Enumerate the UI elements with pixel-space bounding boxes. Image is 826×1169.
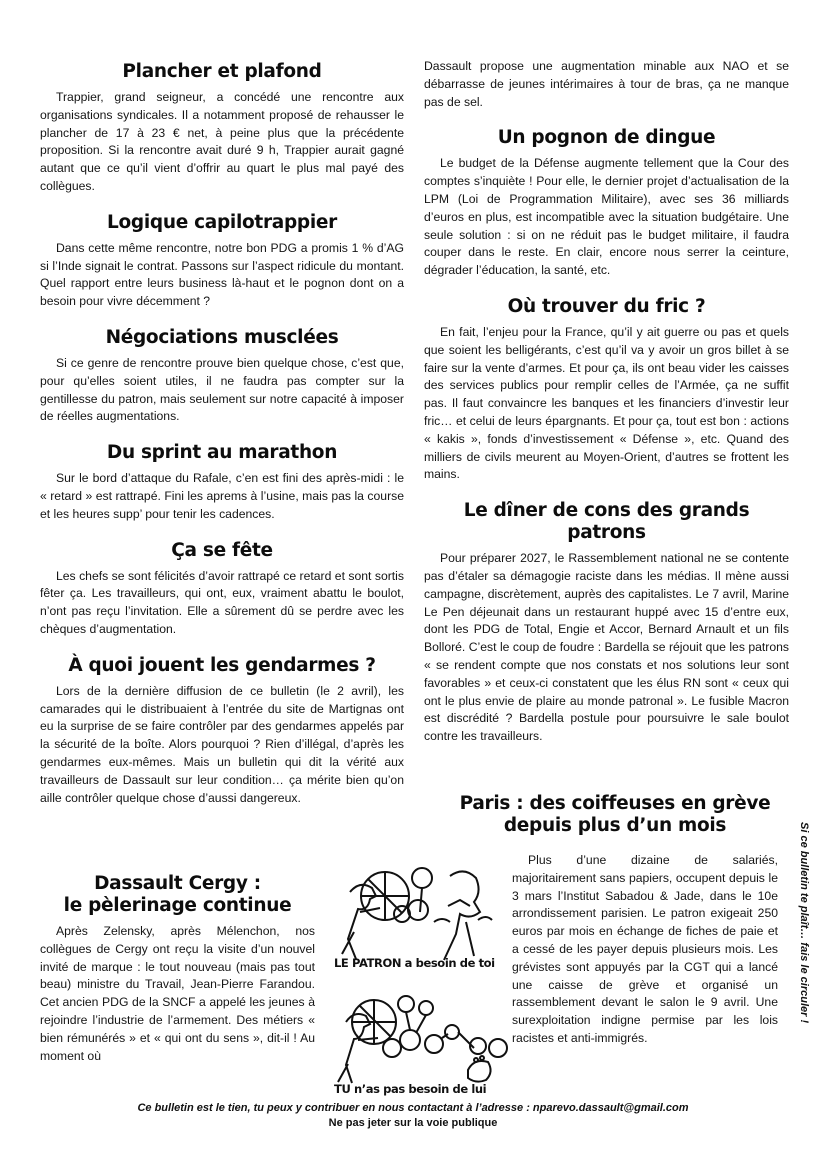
article-title: Où trouver du fric ?	[507, 295, 706, 317]
article-body: Pour préparer 2027, le Rassemblement national ne se contente pas d’étaler sa démagogie raciste dans les médias. Il mène aussi campagne, discrètement, auprès des capitalistes. Le 7 avril, Marine Le Pen déjeunait dans un restaurant huppé avec 15 d’entre eux, dont les PDG de Total, Engie et Accor, Bernard Arnault et un fils Bolloré. C’est le coup de foudre : Bardella se réjouit que les patrons « se rendent compte que nos constats et nos solutions leur sont favorables » et ceux-ci constatent que les élus RN sont « ceux qui ont le plus envie de plaire au monde patronal ». Le fusible Macron est discrédité ? Bardella postule pour poursuivre le sale boulot contre les travailleurs.	[424, 551, 789, 744]
article-body: Trappier, grand seigneur, a concédé une rencontre aux organisations syndicales. Il a notamment proposé de rehausser le plancher de 17 à 23 € net, à peine plus que la précédente proposition. Si la rencontre avait duré 9 h, Trappier aurait gagné autant que ce qu’il vient d’offrir au quart le plus mal payé des collègues.	[40, 90, 404, 193]
article-negociations-musclees	[40, 327, 404, 426]
article-body: Dassault propose une augmentation minable aux NAO et se débarrasse de jeunes intérimaires à tour de bras, ça ne manque pas de sel.	[424, 59, 789, 109]
cartoon-caption: LE PATRON a besoin de toi	[334, 956, 495, 970]
side-note: Si ce bulletin te plaît… fais le circuler !	[798, 822, 810, 1024]
article-ca-se-fete	[40, 540, 404, 639]
footer	[0, 1101, 826, 1131]
article-du-sprint-au-marathon	[40, 442, 404, 523]
article-body: Si ce genre de rencontre prouve bien quelque chose, c’est que, pour qu’elles soient utiles, il ne faudra pas compter sur la gentillesse du patron, mais seulement sur notre capacité à imposer de réelles augmentations.	[40, 355, 404, 424]
article-title: Le dîner de cons des grands patrons	[463, 500, 750, 544]
article-plancher-et-plafond	[40, 61, 404, 196]
article-paris-coiffeuses-body	[512, 852, 778, 1048]
article-title: Ça se fête	[171, 539, 273, 561]
article-body: Sur le bord d’attaque du Rafale, c’en est fini des après-midi : le « retard » est rattrapé. Fini les aprems à l’usine, mais pas la course et les heures supp’ pour tenir les cadences.	[40, 471, 404, 521]
cartoon-strip	[330, 862, 510, 1096]
article-body: Lors de la dernière diffusion de ce bulletin (le 2 avril), les camarades qui le distribuaient à l’entrée du site de Martignas ont eu la surprise de se faire contrôler par des gendarmes appelés par la sécurité de la boîte. Alors pourquoi ? Rien d’illégal, d’après les gendarmes eux-mêmes. Mais un bulletin qui dit la vérité aux travailleurs de Dassault sur leur condition… ça mérite bien qu’on aille contrôler quelque chose d’aussi dangereux.	[40, 683, 404, 805]
article-title-line1: Paris : des coiffeuses en grève	[459, 793, 771, 814]
article-body: Les chefs se sont félicités d’avoir rattrapé ce retard et sont sortis fêter ça. Les travailleurs, qui ont, eux, vraiment abattu le boulot, n’ont pas reçu l’invitation. Elle a sûrement dû se perdre avec les chèques d’augmentation.	[40, 568, 404, 636]
article-title-line1: Dassault Cergy :	[94, 873, 261, 894]
article-title: Du sprint au marathon	[106, 442, 338, 464]
article-title: Un pognon de dingue	[497, 127, 716, 149]
article-paris-coiffeuses-title	[440, 793, 790, 843]
article-title: À quoi jouent les gendarmes ?	[68, 654, 376, 676]
article-title-line2: le pèlerinage continue	[63, 895, 292, 916]
article-title-line2: depuis plus d’un mois	[503, 815, 727, 836]
article-body: Dans cette même rencontre, notre bon PDG a promis 1 % d’AG si l’Inde signait le contrat. Passons sur l’aspect ridicule du montant. Quel rapport entre leurs business là-haut et le pognon dont on a besoin pour vivre décemment ?	[40, 240, 404, 309]
worker-and-boss-cartoon-icon	[330, 862, 510, 970]
article-title: Logique capilotrappier	[107, 211, 337, 233]
article-body: Plus d’une dizaine de salariés, majoritairement sans papiers, occupent depuis le 3 mars l’Institut Sabadou & Jade, dans le 10e arrondissement parisien. Le patron exigeait 250 euros par mois en échange de fiches de paie et a cessé de les payer depuis plusieurs mois. Les grévistes sont appuyés par la CGT qui a lancé une caisse de grève et organisé un rassemblement devant le salon le 9 avril. Une surexploitation indigne permise par les lois racistes et anti-immigrés.	[512, 853, 778, 1045]
article-ou-trouver-du-fric	[424, 296, 789, 484]
right-column	[424, 58, 789, 762]
article-title: Plancher et plafond	[122, 61, 322, 82]
article-body: Le budget de la Défense augmente tellement que la Cour des comptes s’inquiète ! Pour elle, le dernier projet d’actualisation de la LPM (Loi de Programmation Militaire), avec ses 36 milliards d’euros en plus, est incompatible avec la situation budgétaire. Une seule solution : si on ne réduit pas le budget militaire, il faudra couper dans le reste. En clair, encore nous serrer la ceinture, dégrader l’éducation, la santé, etc.	[424, 156, 789, 278]
article-body: En fait, l’enjeu pour la France, qu’il y ait guerre ou pas et quels que soient les belligérants, c’est qu’il va y avoir un gros billet à se faire sur la vente d’armes. Et pour ça, ils ont beau vider les caisses des services publics pour remplir celles de l’Armée, ça ne suffit pas. Il faut convaincre les banques et les financiers d’investir leur fric… et celui de leurs épargnants. Et pour ça, tout est bon : actions « kakis », fonds d’investissement « Défense », etc. Quand des milliers de civils meurent au Moyen-Orient, d’autres se frottent les mains.	[424, 324, 789, 482]
article-logique-capilotrappier	[40, 212, 404, 311]
footer-contact: Ce bulletin est le tien, tu peux y contribuer en nous contactant à l’adresse : nparevo.dassault@gmail.com	[137, 1102, 689, 1114]
article-le-diner-de-cons	[424, 500, 789, 746]
article-continuation	[424, 58, 789, 111]
article-un-pognon-de-dingue	[424, 127, 789, 280]
article-dassault-cergy	[40, 873, 315, 1065]
footer-notice: Ne pas jeter sur la voie publique	[328, 1117, 498, 1129]
worker-machine-cartoon-icon	[330, 988, 510, 1096]
cartoon-caption: TU n’as pas besoin de lui	[334, 1082, 487, 1096]
article-title: Négociations musclées	[105, 326, 339, 348]
left-column	[40, 58, 404, 823]
article-a-quoi-jouent-les-gendarmes	[40, 655, 404, 808]
article-body: Après Zelensky, après Mélenchon, nos collègues de Cergy ont reçu la visite d’un nouvel invité de marque : le tout nouveau (mais pas tout beau) ministre du Travail, Jean-Pierre Farandou. Cet ancien PDG de la SNCF a appelé les jeunes à rejoindre l’industrie de l’armement. Des métiers « bien rémunérés » et « qui ont du sens », dit-il ! Au moment où	[40, 924, 315, 1063]
